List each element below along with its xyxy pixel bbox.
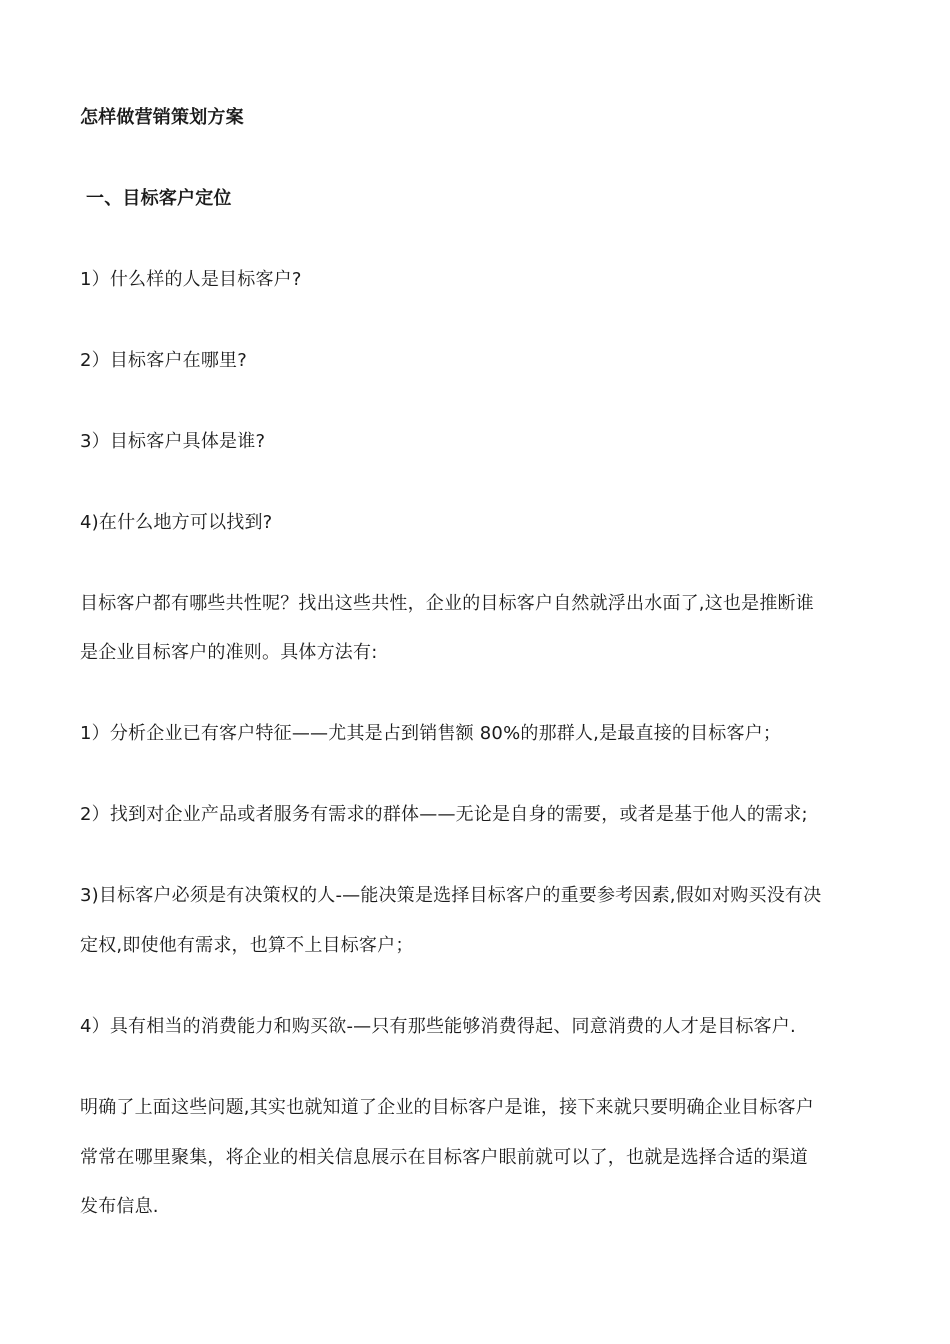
conclusion-line-3: 发布信息.	[80, 1196, 159, 1217]
conclusion-line-1: 明确了上面这些问题,其实也就知道了企业的目标客户是谁，接下来就只要明确企业目标客户	[80, 1097, 814, 1118]
question-3: 3）目标客户具体是谁?	[80, 431, 266, 452]
method-3-line-2: 定权,即使他有需求，也算不上目标客户；	[80, 935, 414, 956]
method-4: 4）具有相当的消费能力和购买欲-—只有那些能够消费得起、同意消费的人才是目标客户.	[80, 1016, 796, 1037]
method-1: 1）分析企业已有客户特征——尤其是占到销售额 80%的那群人,是最直接的目标客户；	[80, 723, 782, 744]
method-3-line-1: 3)目标客户必须是有决策权的人-—能决策是选择目标客户的重要参考因素,假如对购买没有决	[80, 885, 822, 906]
intro-paragraph-line-2: 是企业目标客户的准则。具体方法有:	[80, 642, 378, 663]
section-heading: 一、目标客户定位	[86, 188, 232, 209]
question-2: 2）目标客户在哪里?	[80, 350, 248, 371]
question-1: 1）什么样的人是目标客户?	[80, 269, 302, 290]
question-4: 4)在什么地方可以找到?	[80, 512, 273, 533]
conclusion-line-2: 常常在哪里聚集，将企业的相关信息展示在目标客户眼前就可以了，也就是选择合适的渠道	[80, 1147, 808, 1168]
document-title: 怎样做营销策划方案	[80, 107, 244, 128]
method-2: 2）找到对企业产品或者服务有需求的群体——无论是自身的需要，或者是基于他人的需求;	[80, 804, 808, 825]
intro-paragraph-line-1: 目标客户都有哪些共性呢？找出这些共性，企业的目标客户自然就浮出水面了,这也是推断谁	[80, 593, 814, 614]
